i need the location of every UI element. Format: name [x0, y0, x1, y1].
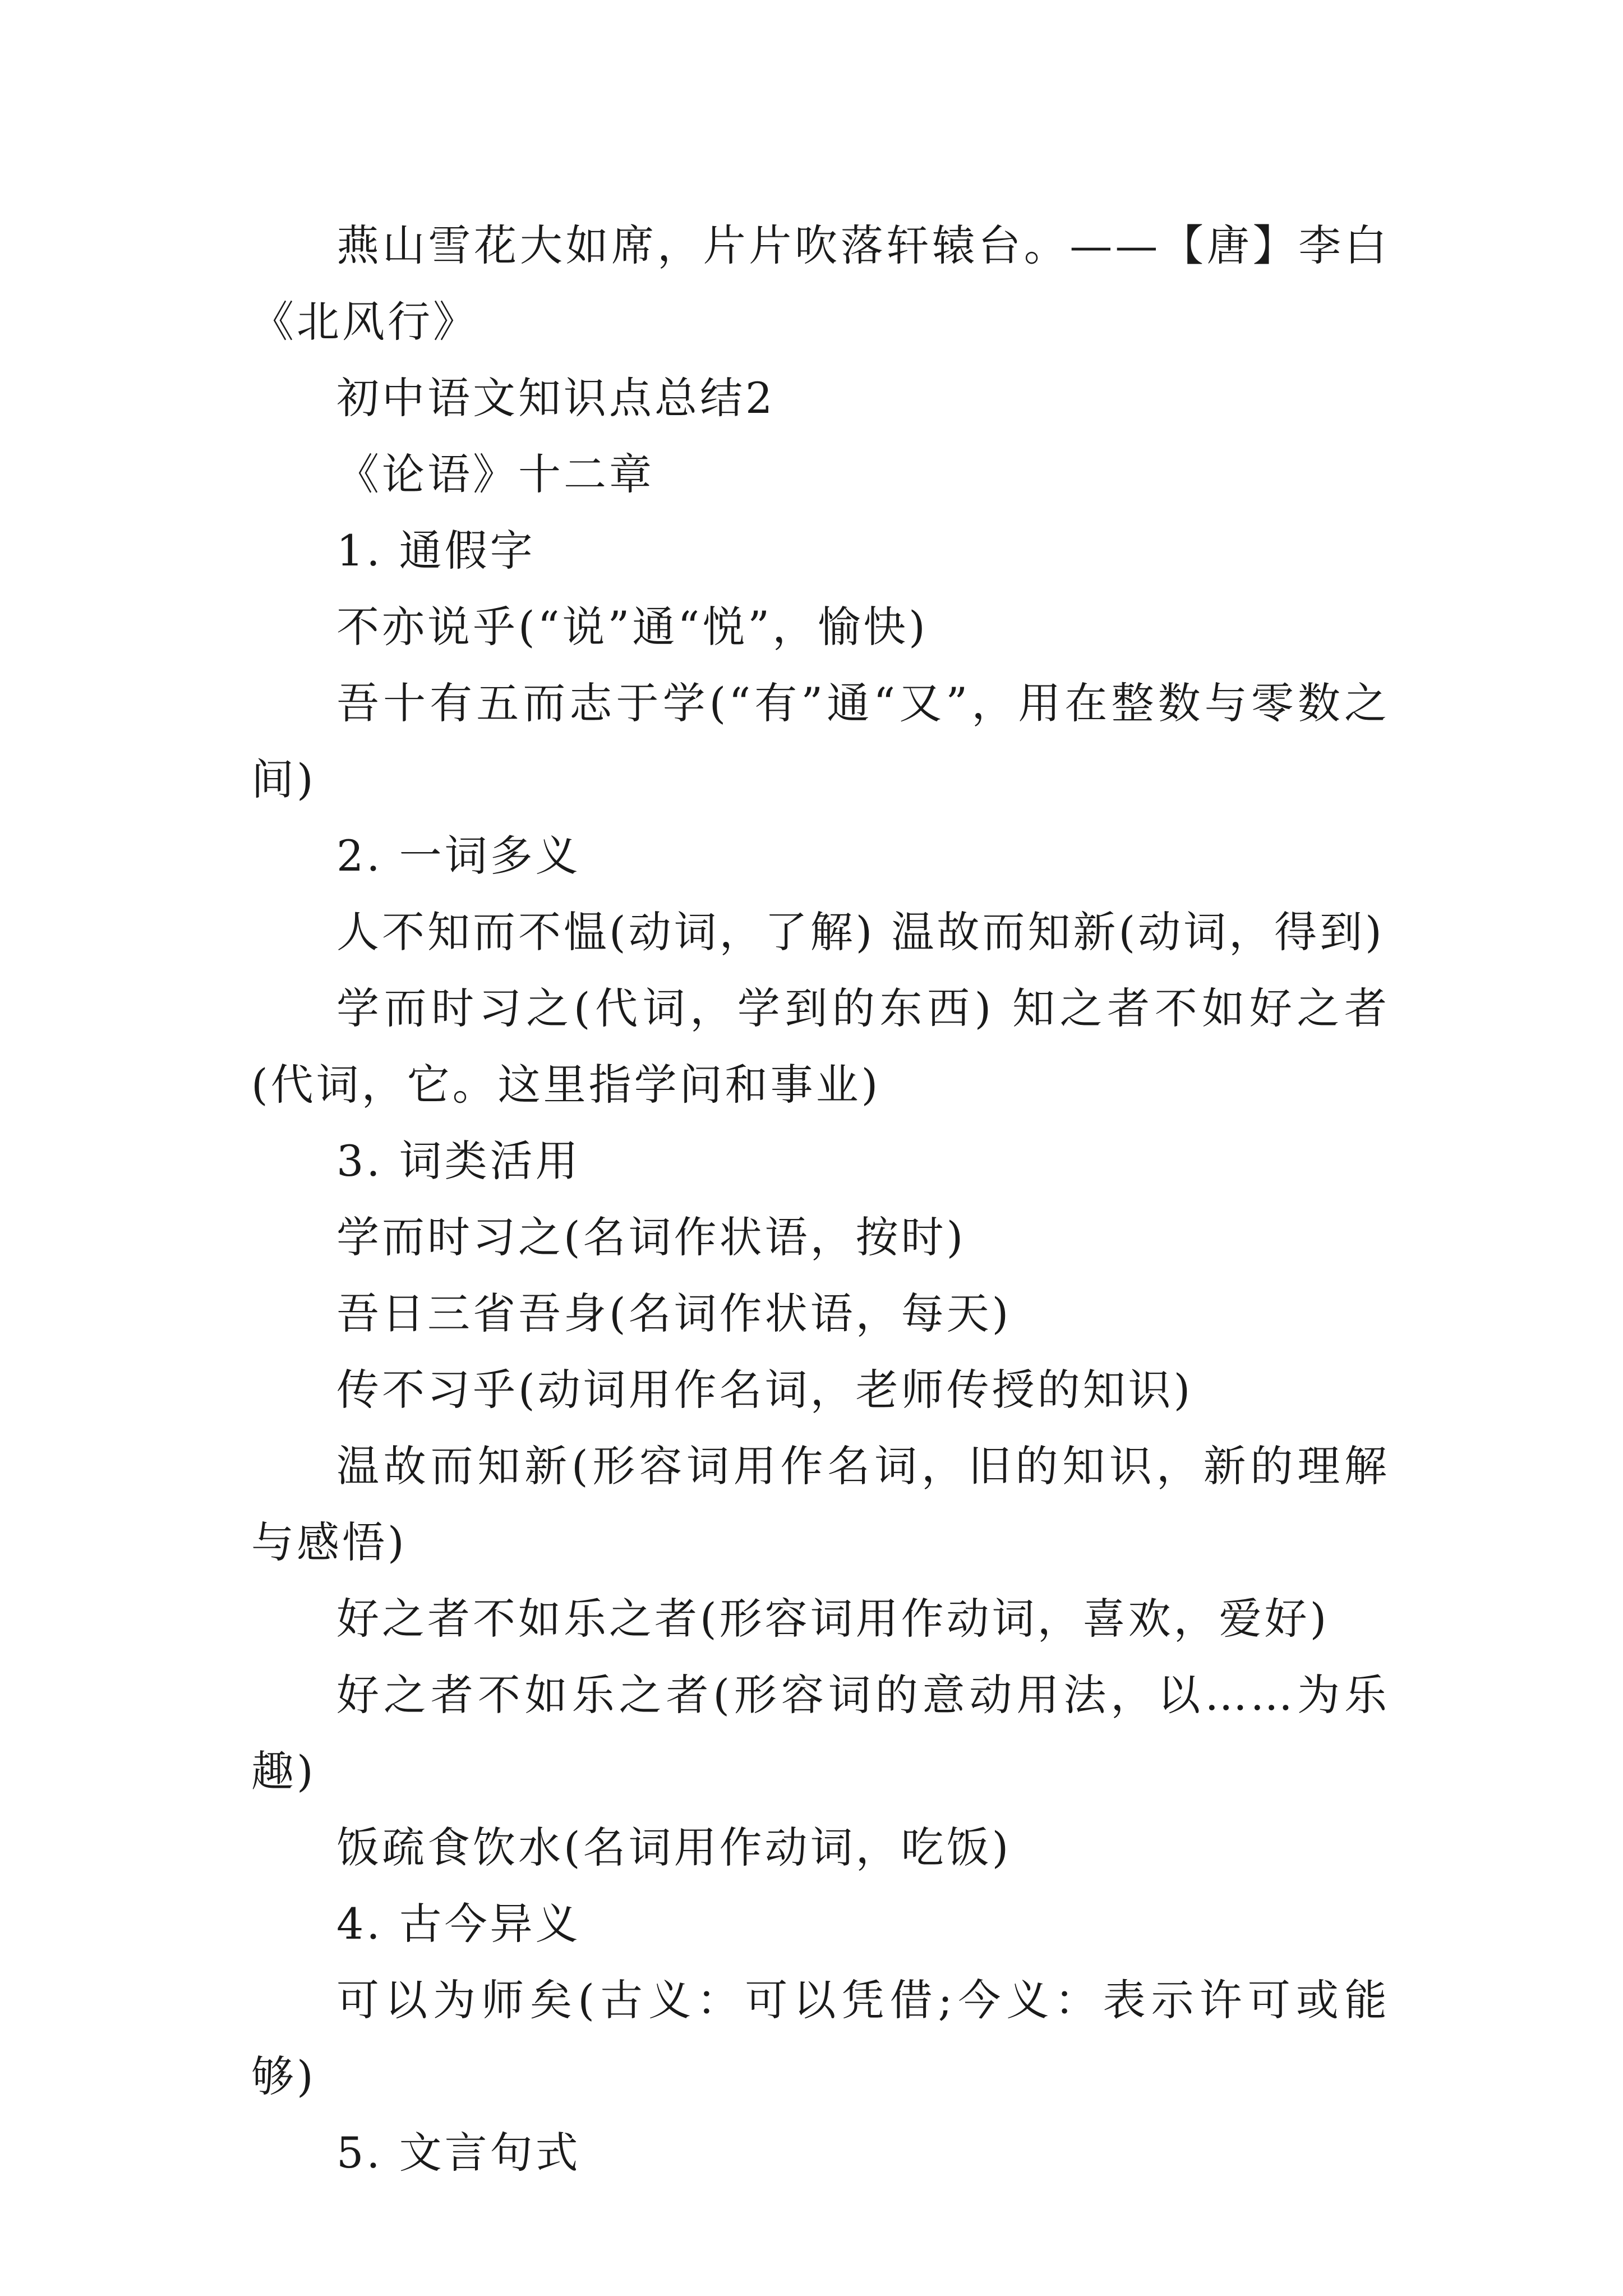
subheading-tongjiazi: 1. 通假字 [336, 526, 536, 576]
section-heading: 初中语文知识点总结2 [336, 373, 776, 423]
example-line: 不亦说乎(“说”通“悦”，愉快) [336, 602, 928, 652]
example-line: 吾日三省吾身(名词作状语，每天) [336, 1289, 1012, 1338]
example-line: 好之者不如乐之者(形容词的意动用法，以……为乐趣) [251, 1670, 1390, 1796]
example-line: 学而时习之(名词作状语，按时) [336, 1212, 966, 1262]
example-line: 好之者不如乐之者(形容词用作动词，喜欢，爱好) [336, 1594, 1330, 1644]
poem-quote-paragraph: 燕山雪花大如席，片片吹落轩辕台。——【唐】李白《北风行》 [251, 220, 1390, 347]
example-line: 饭疏食饮水(名词用作动词，吃饭) [336, 1823, 1012, 1872]
example-line: 学而时习之(代词，学到的东西) 知之者不如好之者(代词，它。这里指学问和事业) [251, 983, 1390, 1110]
example-line: 传不习乎(动词用作名词，老师传授的知识) [336, 1365, 1193, 1415]
example-line: 人不知而不愠(动词，了解) 温故而知新(动词，得到) [336, 907, 1385, 957]
subheading-gujinyiyi: 4. 古今异义 [336, 1899, 581, 1949]
subheading-yiciduoyi: 2. 一词多义 [336, 831, 581, 881]
document-body [251, 208, 1390, 2191]
example-line: 温故而知新(形容词用作名词，旧的知识，新的理解与感悟) [251, 1441, 1390, 1567]
chapter-title: 《论语》十二章 [336, 449, 654, 499]
example-line: 吾十有五而志于学(“有”通“又”，用在整数与零数之间) [251, 678, 1390, 804]
subheading-cileihuoyong: 3. 词类活用 [336, 1136, 581, 1186]
subheading-wenyanjushi: 5. 文言句式 [336, 2128, 581, 2178]
example-line: 可以为师矣(古义：可以凭借;今义：表示许可或能够) [251, 1975, 1390, 2101]
